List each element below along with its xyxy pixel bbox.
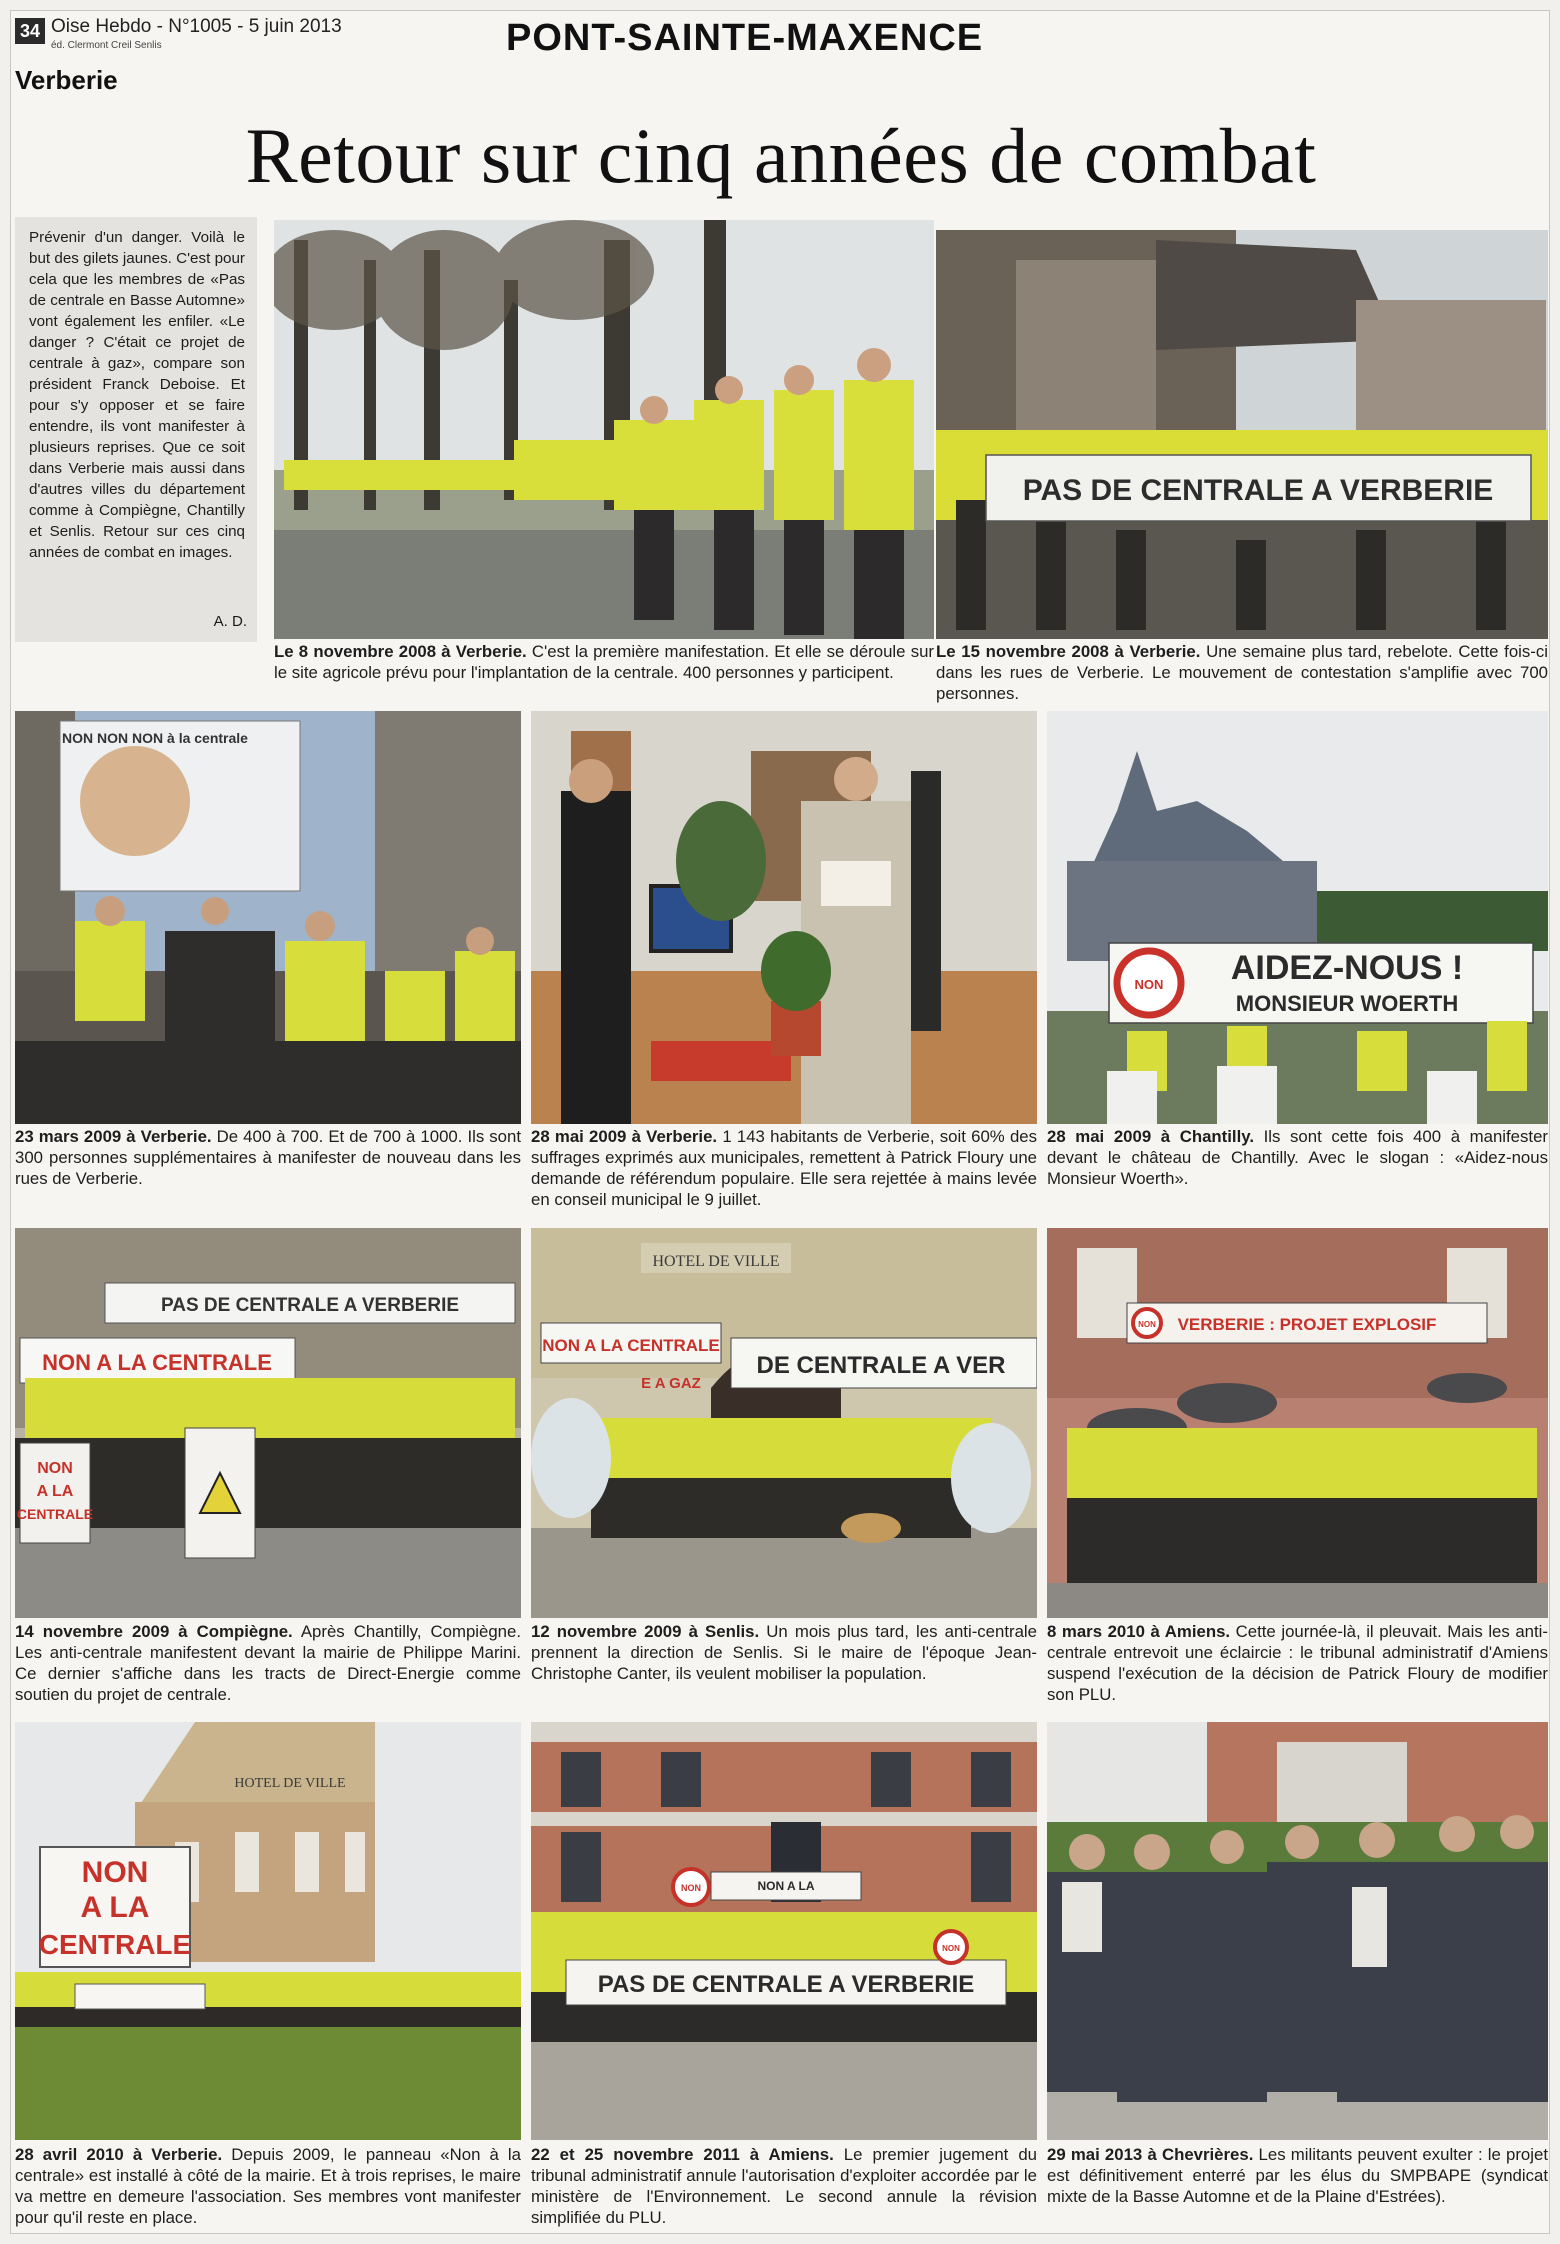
caption-3 [15, 1126, 521, 1189]
photo-chevrieres-2013 [1047, 1722, 1548, 2140]
caption-8-date: 8 mars 2010 à Amiens. [1047, 1622, 1231, 1641]
rubric-label: Verberie [15, 65, 118, 95]
drum-non-l1: NON [37, 1460, 73, 1477]
banner-non-a-la-centrale-2: NON A LA CENTRALE [542, 1336, 720, 1355]
caption-10-date: 22 et 25 novembre 2011 à Amiens. [531, 2145, 834, 2164]
caption-7-text: Un mois plus tard, les anti-centrale prennent la direction de Senlis. Si le maire de l'époque Jean-Christophe Canter, ils veulent mobiliser la population. [531, 1622, 1037, 1683]
photo-amiens-2011 [531, 1722, 1037, 2140]
banner-pas-de-centrale-2: PAS DE CENTRALE A VERBERIE [160, 1295, 460, 1316]
caption-6-text: Après Chantilly, Compiègne. Les anti-centrale manifestent devant la mairie de Philippe Marini. Ce dernier s'affiche dans les tracts de Direct-Energie comme soutien du projet de centrale. [15, 1622, 521, 1704]
caption-1-date: Le 8 novembre 2008 à Verberie. [274, 642, 527, 661]
hotel-de-ville-senlis: HOTEL DE VILLE [652, 1253, 780, 1270]
intro-box [15, 217, 257, 642]
non-seal-amiens: NON [1138, 1320, 1156, 1329]
section-town: PONT-SAINTE-MAXENCE [506, 17, 984, 59]
edition-label: éd. Clermont Creil Senlis [51, 40, 162, 51]
caption-6-date: 14 novembre 2009 à Compiègne. [15, 1622, 293, 1641]
banner-pas-de-centrale-3: PAS DE CENTRALE A VERBERIE [597, 1971, 975, 1998]
photo-verberie-2010-april [15, 1722, 521, 2140]
author-signature: A. D. [213, 613, 247, 630]
caption-4 [531, 1126, 1037, 1210]
banner-pas-de-centrale-1: PAS DE CENTRALE A VERBERIE [1022, 474, 1494, 507]
hotel-de-ville-verberie: HOTEL DE VILLE [234, 1776, 346, 1791]
newspaper-page [10, 10, 1550, 2234]
banner-monsieur-woerth: MONSIEUR WOERTH [1235, 991, 1459, 1016]
banner-aidez-nous: AIDEZ-NOUS ! [1230, 949, 1464, 987]
page-title: Retour sur cinq années de combat [245, 112, 1317, 199]
photo-verberie-2009-march [15, 711, 521, 1124]
page-header [11, 11, 1551, 95]
caption-10 [531, 2144, 1037, 2228]
photo-chantilly-2009 [1047, 711, 1548, 1124]
non-seal-small: NON [681, 1883, 701, 1893]
caption-11 [1047, 2144, 1548, 2207]
caption-4-text: 1 143 habitants de Verberie, soit 60% des suffrages exprimés aux municipales, remettent à Patrick Floury une demande de référendum populaire. Elle sera rejettée à mains levée en conseil municipal le 9 juillet. [531, 1127, 1037, 1209]
photo-compiegne-2009 [15, 1228, 521, 1618]
banner-non-a-la-centrale-1: NON A LA CENTRALE [42, 1350, 272, 1375]
caption-5-text: Ils sont cette fois 400 à manifester devant le château de Chantilly. Avec le slogan : «Aidez-nous Monsieur Woerth». [1047, 1127, 1548, 1188]
caption-3-text: De 400 à 700. Et de 700 à 1000. Ils sont 300 personnes supplémentaires à manifester de nouveau dans les rues de Verberie. [15, 1127, 522, 1188]
caption-9 [15, 2144, 521, 2228]
caption-7 [531, 1621, 1037, 1684]
caption-5 [1047, 1126, 1548, 1189]
photo-verberie-2009-referendum [531, 711, 1037, 1124]
sign-non-l1: NON [81, 1856, 149, 1889]
caption-10-text: Le premier jugement du tribunal administratif annule l'autorisation d'exploiter accordée par le ministère de l'Environnement. Le second annule la révision simplifiée du PLU. [531, 2145, 1038, 2227]
caption-5-date: 28 mai 2009 à Chantilly. [1047, 1127, 1254, 1146]
caption-6 [15, 1621, 521, 1705]
caption-3-date: 23 mars 2009 à Verberie. [15, 1127, 212, 1146]
photo-senlis-2009 [531, 1228, 1037, 1618]
photo-verberie-2008-field [274, 220, 934, 639]
caption-9-text: Depuis 2009, le panneau «Non à la centrale» est installé à côté de la mairie. Et à trois reprises, le maire va mettre en demeure l'association. Ses membres vont manifester pour qu'il reste en place. [15, 2145, 521, 2227]
sign-non-non-non: NON NON NON à la centrale [62, 730, 248, 746]
caption-8-text: Cette journée-là, il pleuvait. Mais les anti-centrale entrevoit une éclaircie : le tribunal administratif d'Amiens suspend l'exécution de la décision de Patrick Floury de modifier son PLU. [1047, 1622, 1548, 1704]
drum-non-l2: A LA [36, 1483, 74, 1500]
caption-1-text: C'est la première manifestation. Et elle se déroule sur le site agricole prévu pour l'implantation de la centrale. 400 personnes y participent. [274, 642, 935, 682]
caption-2-date: Le 15 novembre 2008 à Verberie. [936, 642, 1201, 661]
banner-gaz: E A GAZ [641, 1375, 701, 1392]
drum-non-l3: CENTRALE [16, 1506, 94, 1522]
caption-11-text: Les militants peuvent exulter : le projet est définitivement enterré par les élus du SMPBAPE (syndicat mixte de la Basse Automne et de la Plaine d'Estrées). [1047, 2145, 1548, 2206]
banner-de-centrale-a-ver: DE CENTRALE A VER [756, 1352, 1006, 1379]
caption-2-text: Une semaine plus tard, rebelote. Cette fois-ci dans les rues de Verberie. Le mouvement de contestation s'amplifie avec 700 personnes. [936, 642, 1548, 703]
banner-projet-explosif: VERBERIE : PROJET EXPLOSIF [1177, 1315, 1437, 1334]
non-badge-chantilly: NON [1134, 977, 1164, 992]
paper-issue: Oise Hebdo - N°1005 - 5 juin 2013 [51, 16, 342, 37]
photo-verberie-2008-street [936, 230, 1548, 639]
page-number: 34 [15, 18, 45, 44]
intro-text: Prévenir d'un danger. Voilà le but des gilets jaunes. C'est pour cela que les membres de «Pas de centrale en Basse Automne» vont également les enfiler. «Le danger ? C'était ce projet de centrale à gaz», compare son président Franck Deboise. Et pour s'y opposer et se faire entendre, ils vont manifester à plusieurs reprises. Que ce soit dans Verberie mais aussi dans d'autres villes du département comme à Compiègne, Chantilly et Senlis. Retour sur ces cinq années de combat en images. [29, 229, 245, 561]
caption-2 [936, 641, 1548, 704]
caption-7-date: 12 novembre 2009 à Senlis. [531, 1622, 760, 1641]
caption-1 [274, 641, 934, 683]
caption-8 [1047, 1621, 1548, 1705]
caption-4-date: 28 mai 2009 à Verberie. [531, 1127, 718, 1146]
sign-non-l2: A LA [80, 1891, 150, 1924]
non-seal: NON [942, 1944, 960, 1953]
banner-non-a-la: NON A LA [757, 1879, 815, 1893]
sign-non-l3: CENTRALE [38, 1929, 192, 1960]
caption-9-date: 28 avril 2010 à Verberie. [15, 2145, 223, 2164]
photo-amiens-2010 [1047, 1228, 1548, 1618]
caption-11-date: 29 mai 2013 à Chevrières. [1047, 2145, 1254, 2164]
